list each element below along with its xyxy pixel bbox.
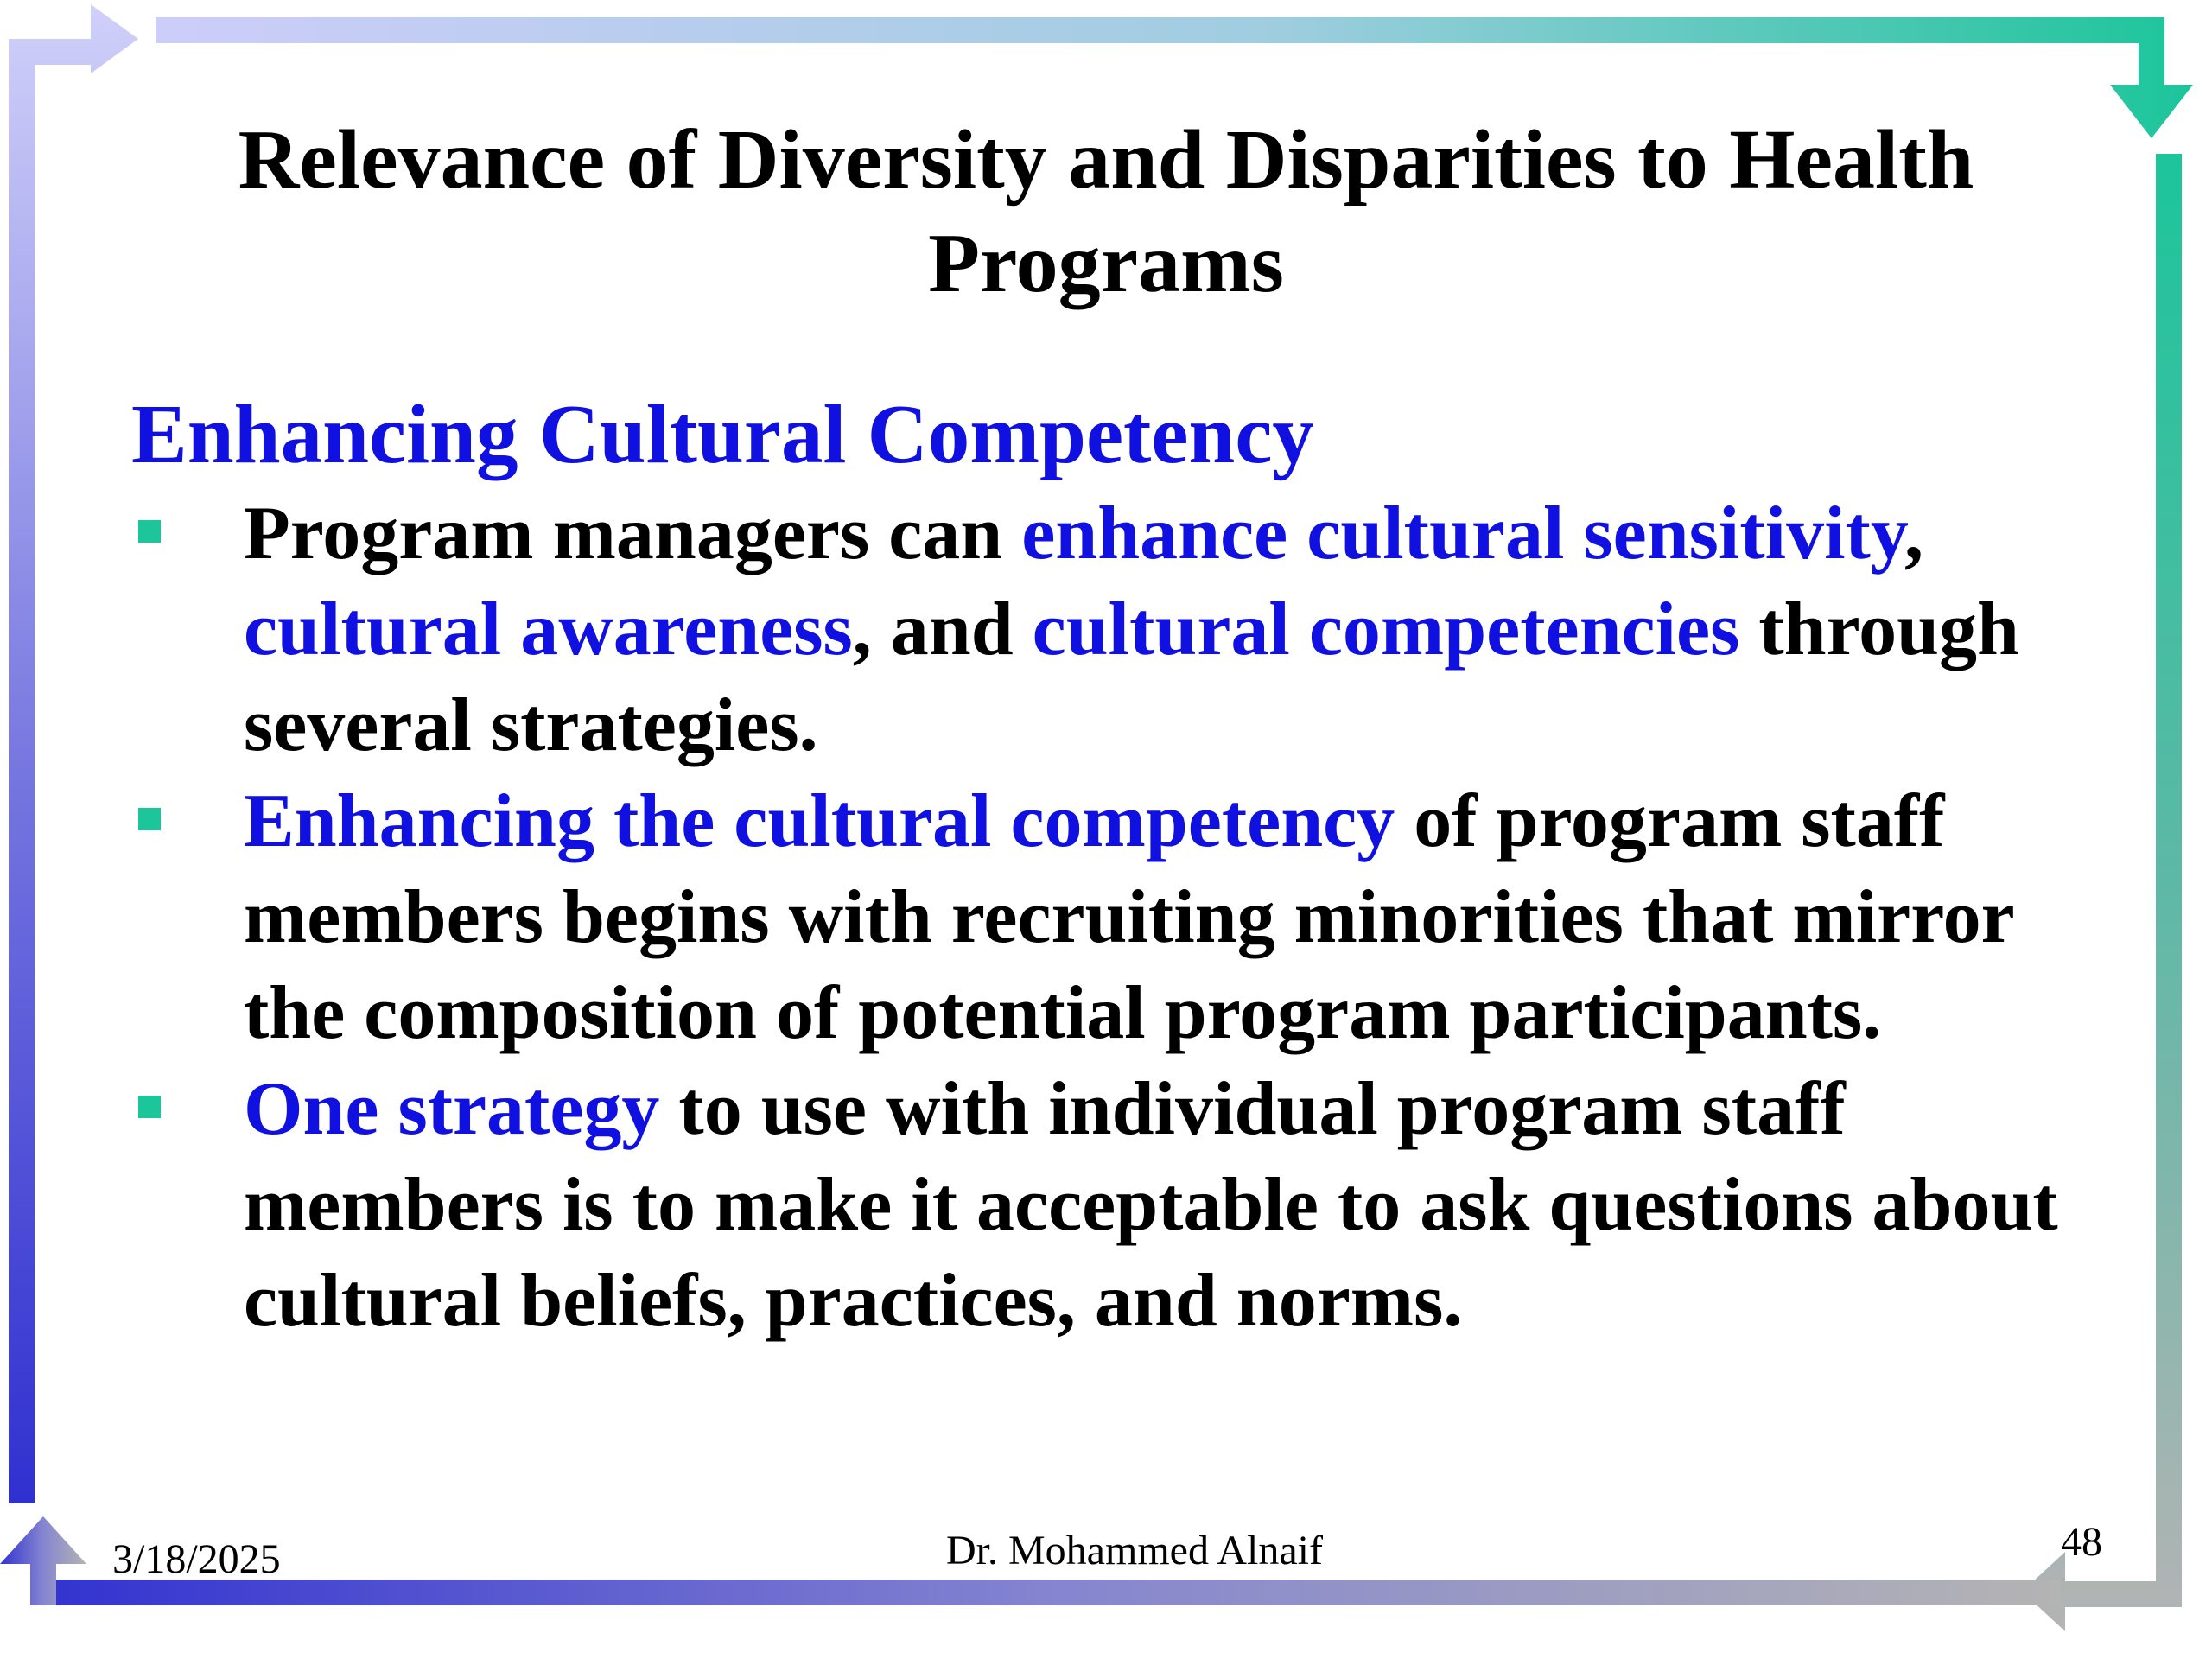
bullet-text: , and bbox=[852, 588, 1033, 671]
square-bullet-icon bbox=[138, 1096, 161, 1118]
bullet-item bbox=[244, 773, 2127, 1061]
square-bullet-icon bbox=[138, 520, 161, 543]
bullet-text: , bbox=[1904, 492, 1923, 575]
section-heading: Enhancing Cultural Competency bbox=[131, 388, 1314, 480]
page-number: 48 bbox=[2061, 1519, 2102, 1565]
square-bullet-icon bbox=[138, 808, 161, 830]
footer-date: 3/18/2025 bbox=[112, 1536, 281, 1582]
bullet-text: of program staff members begins with recruiting minorities that mirror the composition of potential program participants. bbox=[244, 779, 2014, 1055]
highlighted-text: cultural awareness bbox=[244, 588, 853, 671]
bullet-list bbox=[244, 486, 2127, 1349]
footer-author: Dr. Mohammed Alnaif bbox=[946, 1528, 1323, 1573]
bullet-item bbox=[244, 486, 2127, 773]
bullet-text: through several strategies. bbox=[244, 588, 2019, 767]
bullet-item bbox=[244, 1061, 2127, 1349]
highlighted-text: Enhancing the cultural competency bbox=[244, 779, 1395, 863]
highlighted-text: enhance cultural sensitivity bbox=[1021, 492, 1904, 575]
bullet-text: Program managers can bbox=[244, 492, 1022, 575]
highlighted-text: One strategy bbox=[244, 1067, 660, 1151]
highlighted-text: cultural competencies bbox=[1032, 588, 1740, 671]
bullet-text: to use with individual program staff members is to make it acceptable to ask questions about cultural beliefs, practices, and norms. bbox=[244, 1067, 2058, 1343]
frame-left-arrow bbox=[9, 4, 138, 1503]
slide-title: Relevance of Diversity and Disparities to Health Programs bbox=[238, 113, 1974, 310]
